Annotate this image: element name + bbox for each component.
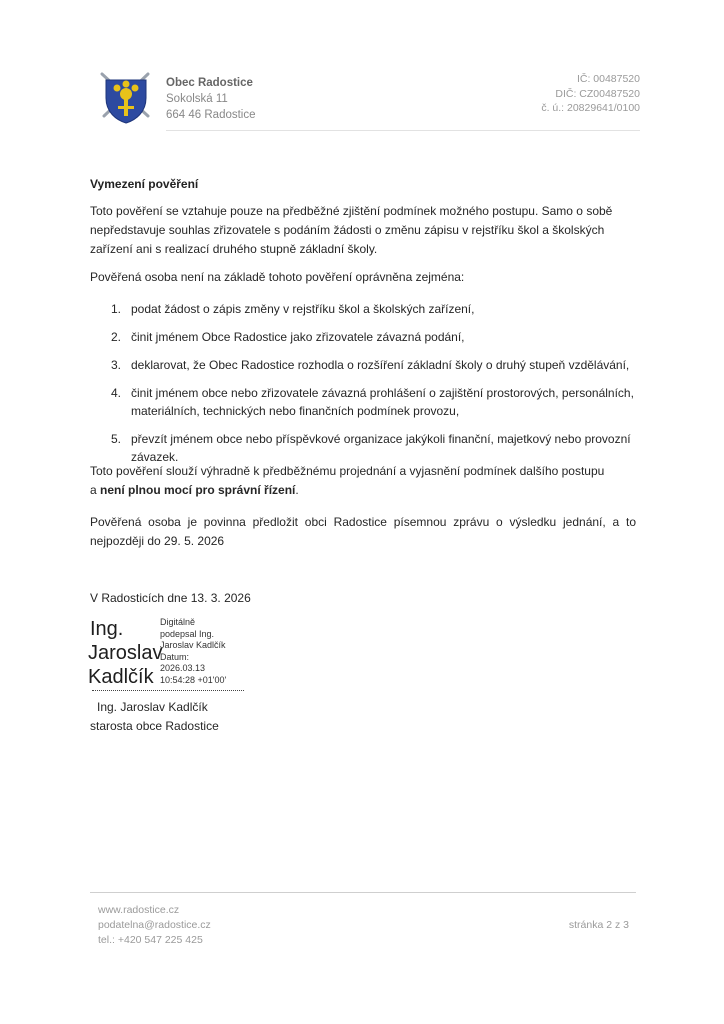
footer-contact (98, 903, 211, 948)
emphasis-not-power-of-attorney: není plnou mocí pro správní řízení (100, 483, 296, 497)
paragraph-limits-intro: Pověřená osoba není na základě tohoto pověření oprávněna zejména: (90, 270, 465, 284)
bank-account: č. ú.: 20829641/0100 (541, 102, 640, 114)
list-item: 3. deklarovat, že Obec Radostice rozhodla o rozšíření základní školy o druhý stupeň vzdělávání, (111, 358, 630, 372)
organization-address (166, 75, 256, 123)
footer-divider (90, 892, 636, 893)
organization-identifiers (541, 72, 640, 116)
digital-signature-details: Digitálně podepsal Ing. Jaroslav Kadlčík Datum: 2026.03.13 10:54:28 +01'00' (160, 617, 227, 685)
footer-website: www.radostice.cz (98, 904, 180, 916)
signature-line (92, 690, 244, 691)
signer-name: Ing. Jaroslav Kadlčík (97, 700, 208, 714)
place-and-date: V Radosticích dne 13. 3. 2026 (90, 591, 251, 605)
organization-name: Obec Radostice (166, 77, 253, 89)
footer-phone: tel.: +420 547 225 425 (98, 934, 203, 946)
list-item: 5. převzít jménem obce nebo příspěvkové organizace jakýkoli finanční, majetkový nebo provozní závazek. (111, 432, 631, 464)
list-item: 1. podat žádost o zápis změny v rejstříku škol a školských zařízení, (111, 302, 475, 316)
paragraph-scope: Toto pověření se vztahuje pouze na předběžné zjištění podmínek možného postupu. Samo o sobě nepředstavuje souhlas zřizovatele s podáním žádosti o změnu zápisu v rejstříku škol a školských zařízení ani s realizací druhého stupně základní školy. (90, 204, 613, 256)
paragraph-purpose: Toto pověření slouží výhradně k předběžnému projednání a vyjasnění podmínek dalšího postupu a není plnou mocí pro správní řízení. (90, 464, 605, 497)
list-item: 4. činit jménem obce nebo zřizovatele závazná prohlášení o zajištění prostorových, personálních, materiálních, technických nebo finančních podmínek provozu, (111, 386, 634, 418)
list-item: 2. činit jménem Obce Radostice jako zřizovatele závazná podání, (111, 330, 465, 344)
organization-city: 664 46 Radostice (166, 109, 256, 121)
signer-block (90, 698, 219, 736)
document-page: Obec Radostice Sokolská 11 664 46 Radostice IČ: 00487520 DIČ: CZ00487520 č. ú.: 20829641/0100 Vymezení pověření Toto pověření se vztahuje pouze na předběžné zjištění podmínek možného postupu. Samo o sobě nepředstavuje souhlas zřizovatele s podáním žádosti o změnu zápisu v rejstříku škol a školských zařízení ani s realizací druhého stupně základní školy. Pověřená osoba není na základě tohoto pověření oprávněna zejména: 1. podat žádost o zápis změny v rejstříku škol a školských zařízení, 2. činit jménem Obce Radostice jako zřizovatele závazná podání, 3. deklarovat, že Obec Radostice rozhodla o rozšíření základní školy o druhý stupeň vzdělávání, 4. činit jménem obce nebo zřizovatele závazná prohlášení o zajištění prostorových, personálních, materiálních, technických nebo finančních podmínek provozu, 5. převzít jménem obce nebo příspěvkové organizace jakýkoli finanční, majetkový nebo provozní závazek. Toto pověření slouží výhradně k předběžnému projednání a vyjasnění podmínek dalšího postupu a není plnou mocí pro správní řízení. Pověřená osoba je povinna předložit obci Radostice písemnou zprávu o výsledku jednání, a to nejpozději do 29. 5. 2026 V Radosticích dne 13. 3. 2026 Ing. Jaroslav Kadlčík Digitálně podepsal Ing. Jaroslav Kadlčík Datum: 2026.03.13 10:54:28 +01'00' Ing. Jaroslav Kadlčík starosta obce Radostice www.radostice.cz podatelna@radostice.cz tel.: +420 547 225 425 stránka 2 z 3 (88, 73, 640, 946)
section-title: Vymezení pověření (90, 177, 199, 191)
municipal-crest-icon (98, 72, 154, 124)
page-number: stránka 2 z 3 (568, 919, 629, 931)
paragraph-report-deadline: Pověřená osoba je povinna předložit obci Radostice písemnou zprávu o výsledku jednání, a to nejpozději do 29. 5. 2026 (90, 515, 636, 548)
organization-street: Sokolská 11 (166, 93, 228, 105)
signer-title: starosta obce Radostice (90, 719, 219, 733)
footer-email: podatelna@radostice.cz (98, 919, 211, 931)
dic-number: DIČ: CZ00487520 (555, 87, 640, 100)
header-divider (166, 130, 640, 131)
ico-number: IČ: 00487520 (576, 73, 640, 85)
limits-list (90, 300, 640, 466)
